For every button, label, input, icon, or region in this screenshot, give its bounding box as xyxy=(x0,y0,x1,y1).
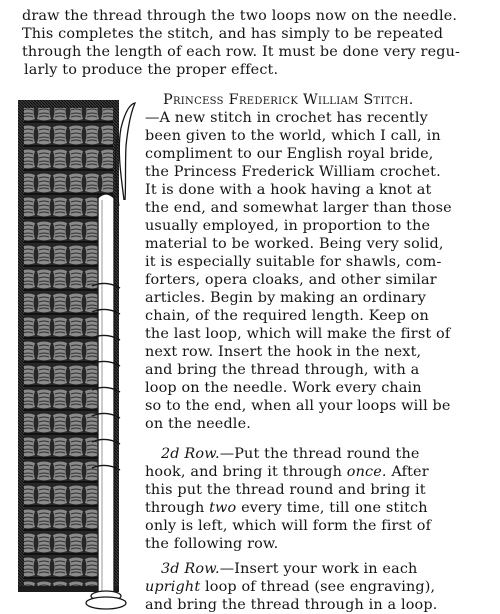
paragraph-line: and bring the thread through, with a xyxy=(145,362,420,378)
row2-line xyxy=(145,463,473,481)
paragraph-line: been given to the world, which I call, in xyxy=(145,128,441,144)
row3-line xyxy=(161,560,489,578)
section-heading: Princess Frederick William Stitch. xyxy=(163,92,414,108)
intro-line: through the length of each row. It must be done very regu- xyxy=(22,44,461,60)
row2-line: only is left, which will form the first of xyxy=(145,518,432,534)
row2-text: —Put the thread round the xyxy=(219,446,420,462)
thread-curl xyxy=(119,103,135,200)
row3-line: and bring the thread through in a loop. xyxy=(145,597,438,613)
swatch-left-edge xyxy=(18,104,24,588)
row2-line xyxy=(145,499,473,517)
paragraph-line: on the needle. xyxy=(145,416,251,432)
row3-text: loop of thread (see engraving), xyxy=(200,579,436,595)
paragraph-line: the Princess Frederick William crochet. xyxy=(145,164,441,180)
paragraph-line: —A new stitch in crochet has recently xyxy=(145,110,428,126)
paragraph-line: the last loop, which will make the first of xyxy=(145,326,451,342)
row3-label: 3d Row. xyxy=(161,561,220,577)
row2-text: through xyxy=(145,500,210,516)
paragraph-line: forters, opera cloaks, and other similar xyxy=(145,272,437,288)
paragraph-line: next row. Insert the hook in the next, xyxy=(145,344,422,360)
hook-knot-base xyxy=(86,597,126,609)
row2-line: the following row. xyxy=(145,536,279,552)
paragraph-line: compliment to our English royal bride, xyxy=(145,146,434,162)
row2-text: every time, till one stitch xyxy=(236,500,428,516)
row2-line: this put the thread round and bring it xyxy=(145,482,426,498)
paragraph-line: so to the end, when all your loops will be xyxy=(145,398,451,414)
crochet-engraving xyxy=(0,96,140,611)
intro-line: This completes the stitch, and has simply to be repeated xyxy=(22,26,444,42)
row2-emphasis: once. xyxy=(346,464,387,480)
intro-line: draw the thread through the two loops now on the needle. xyxy=(22,8,458,24)
row2-text: After xyxy=(386,464,429,480)
paragraph-line: chain, of the required length. Keep on xyxy=(145,308,429,324)
row3-emphasis: upright xyxy=(145,579,201,595)
row2-label: 2d Row. xyxy=(161,446,220,462)
paragraph-line: usually employed, in proportion to the xyxy=(145,218,431,234)
paragraph-line: articles. Begin by making an ordinary xyxy=(145,290,427,306)
row3-text: —Insert your work in each xyxy=(219,561,418,577)
paragraph-line: loop on the needle. Work every chain xyxy=(145,380,422,396)
row3-line xyxy=(145,578,473,596)
crochet-hook-shaft xyxy=(98,196,114,594)
paragraph-line: It is done with a hook having a knot at xyxy=(145,182,432,198)
paragraph-line: it is especially suitable for shawls, com- xyxy=(145,254,442,270)
row2-text: hook, and bring it through xyxy=(145,464,347,480)
paragraph-line: material to be worked. Being very solid, xyxy=(145,236,444,252)
swatch-top-edge xyxy=(18,100,119,108)
intro-line: larly to produce the proper effect. xyxy=(24,62,279,78)
paragraph-line: the end, and somewhat larger than those xyxy=(145,200,452,216)
row2-line xyxy=(161,445,489,463)
row2-emphasis: two xyxy=(209,500,237,516)
